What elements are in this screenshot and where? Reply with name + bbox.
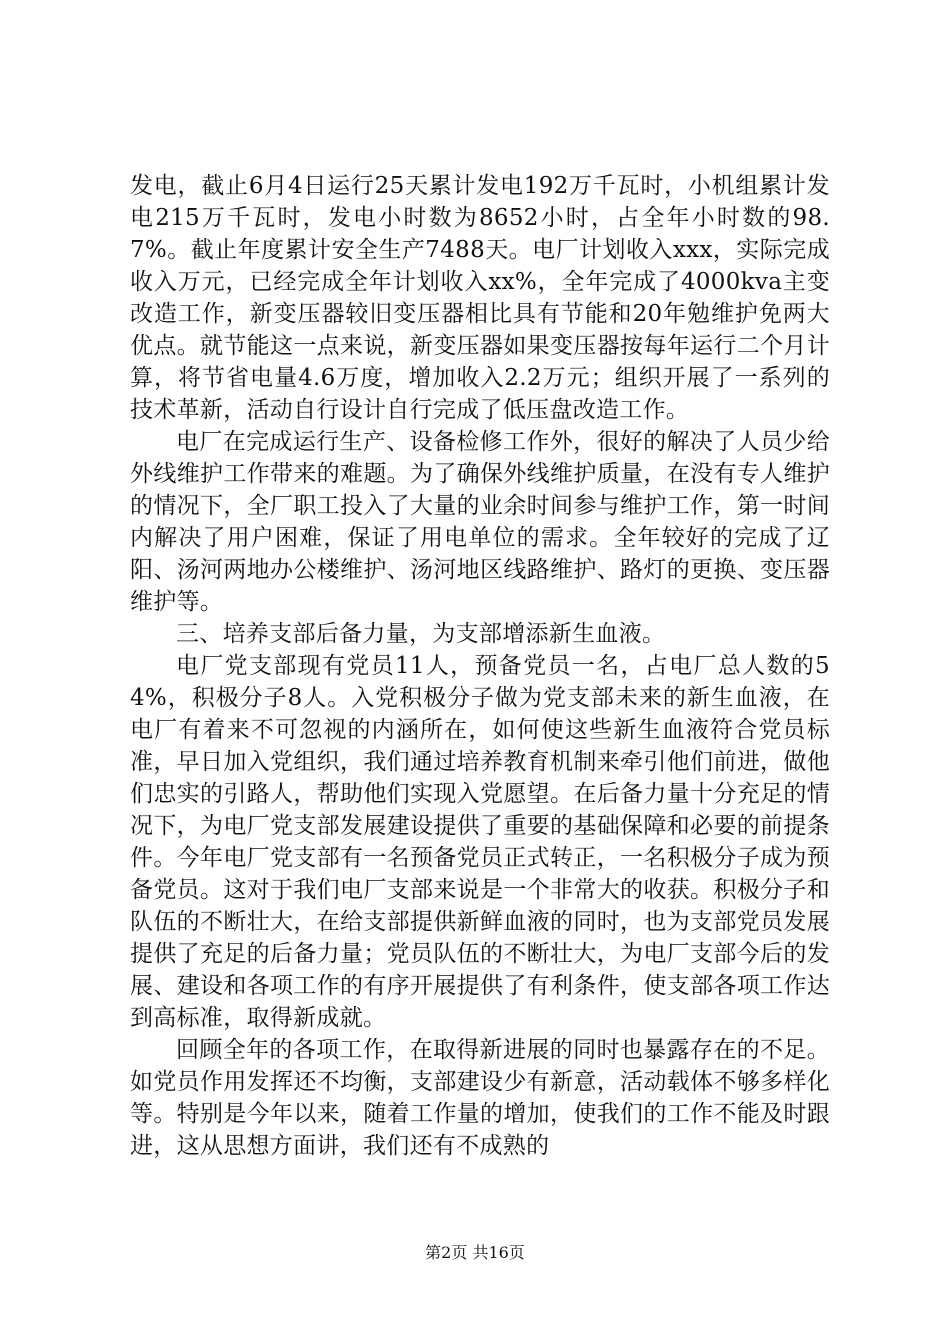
- paragraph-party-branch: 电厂党支部现有党员11人，预备党员一名，占电厂总人数的54%，积极分子8人。入党积极分子做为党支部未来的新生血液，在电厂有着来不可忽视的内涵所在，如何使这些新生血液符合党员标准，早日加入党组织，我们通过培养教育机制来牵引他们前进，做他们忠实的引路人，帮助他们实现入党愿望。在后备力量十分充足的情况下，为电厂党支部发展建设提供了重要的基础保障和必要的前提条件。今年电厂党支部有一名预备党员正式转正，一名积极分子成为预备党员。这对于我们电厂支部来说是一个非常大的收获。积极分子和队伍的不断壮大，在给支部提供新鲜血液的同时，也为支部党员发展提供了充足的后备力量；党员队伍的不断壮大，为电厂支部今后的发展、建设和各项工作的有序开展提供了有利条件，使支部各项工作达到高标准，取得新成就。: [130, 653, 830, 1031]
- page-footer: 第2页 共16页: [425, 1243, 525, 1262]
- paragraph-power-generation: 发电，截止6月4日运行25天累计发电192万千瓦时，小机组累计发电215万千瓦时，发电小时数为8652小时，占全年小时数的98.7%。截止年度累计安全生产7488天。电厂计划收入xxx，实际完成收入万元，已经完成全年计划收入xx%，全年完成了4000kva主变改造工作，新变压器较旧变压器相比具有节能和20年勉维护免两大优点。就节能这一点来说，新变压器如果变压器按每年运行二个月计算，将节省电量4.6万度，增加收入2.2万元；组织开展了一系列的技术革新，活动自行设计自行完成了低压盘改造工作。: [130, 173, 830, 423]
- paragraph-review-shortcomings: 回顾全年的各项工作，在取得新进展的同时也暴露存在的不足。如党员作用发挥还不均衡，支部建设少有新意，活动载体不够多样化等。特别是今年以来，随着工作量的增加，使我们的工作不能及时跟进，这从思想方面讲，我们还有不成熟的: [130, 1037, 830, 1159]
- section-heading-reserve-force: 三、培养支部后备力量，为支部增添新生血液。: [176, 621, 666, 647]
- paragraph-line-maintenance: 电厂在完成运行生产、设备检修工作外，很好的解决了人员少给外线维护工作带来的难题。为了确保外线维护质量，在没有专人维护的情况下，全厂职工投入了大量的业余时间参与维护工作，第一时间内解决了用户困难，保证了用电单位的需求。全年较好的完成了辽阳、汤河两地办公楼维护、汤河地区线路维护、路灯的更换、变压器维护等。: [130, 429, 830, 615]
- document-body: [130, 170, 830, 1162]
